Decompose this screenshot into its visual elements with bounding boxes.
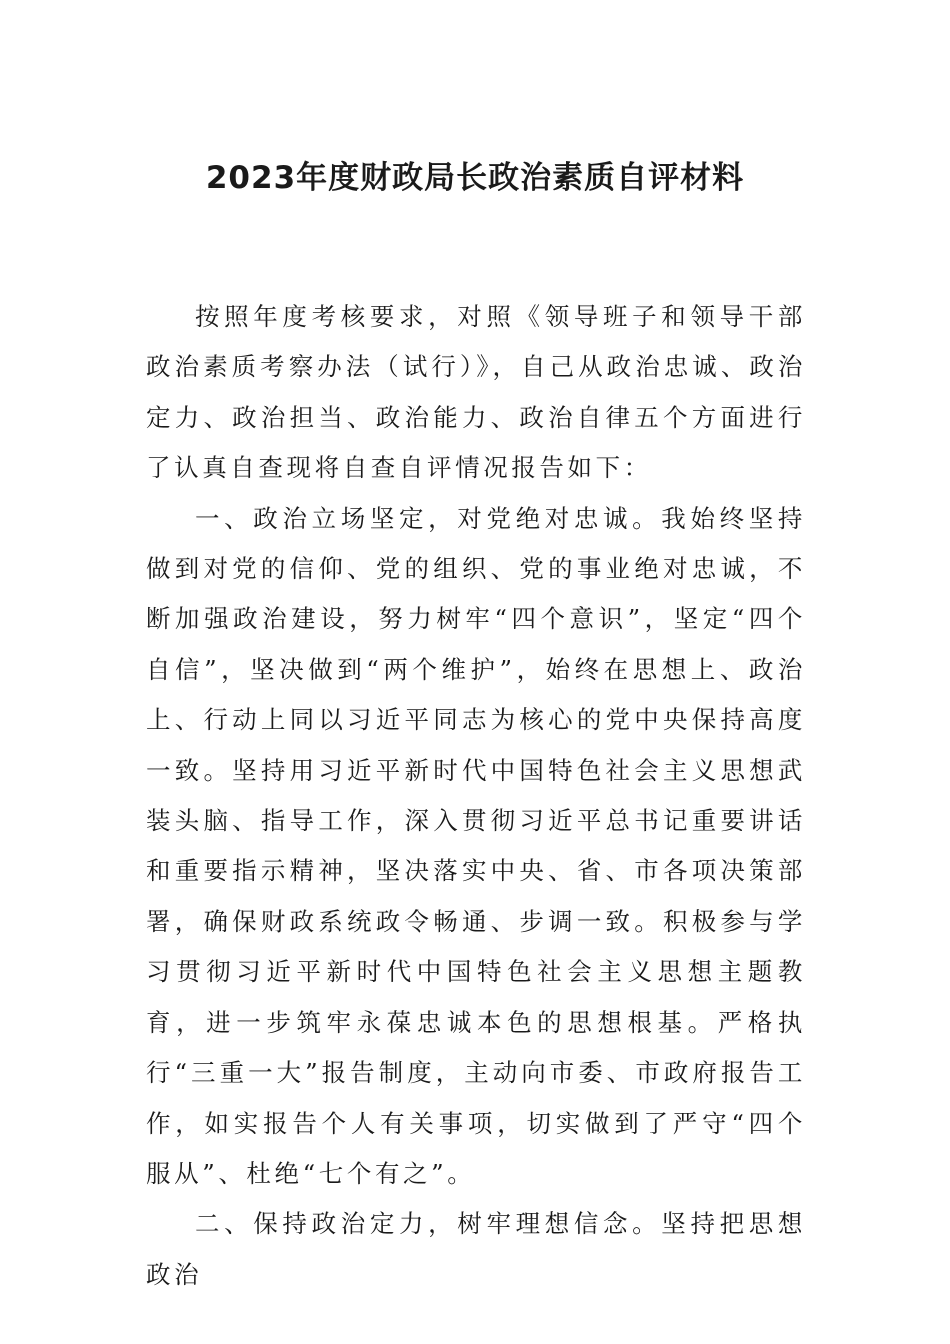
document-title: 2023年度财政局长政治素质自评材料 [205, 160, 745, 196]
paragraph-section-2: 二、保持政治定力，树牢理想信念。坚持把思想政治 [146, 1209, 806, 1289]
paragraph-section-1: 一、政治立场坚定，对党绝对忠诚。我始终坚持做到对党的信仰、党的组织、党的事业绝对忠诚，不断加强政治建设，努力树牢“四个意识”，坚定“四个自信”，坚决做到“两个维护”，始终在思想上、政治上、行动上同以习近平同志为核心的党中央保持高度一致。坚持用习近平新时代中国特色社会主义思想武装头脑、指导工作，深入贯彻习近平总书记重要讲话和重要指示精神，坚决落实中央、省、市各项决策部署，确保财政系统政令畅通、步调一致。积极参与学习贯彻习近平新时代中国特色社会主义思想主题教育，进一步筑牢永葆忠诚本色的思想根基。严格执行“三重一大”报告制度，主动向市委、市政府报告工作，如实报告个人有关事项，切实做到了严守“四个服从”、杜绝“七个有之”。 [146, 503, 806, 1188]
paragraph-intro: 按照年度考核要求，对照《领导班子和领导干部政治素质考察办法（试行）》，自己从政治忠诚、政治定力、政治担当、政治能力、政治自律五个方面进行了认真自查现将自查自评情况报告如下： [146, 302, 806, 483]
document-body [146, 292, 806, 1300]
